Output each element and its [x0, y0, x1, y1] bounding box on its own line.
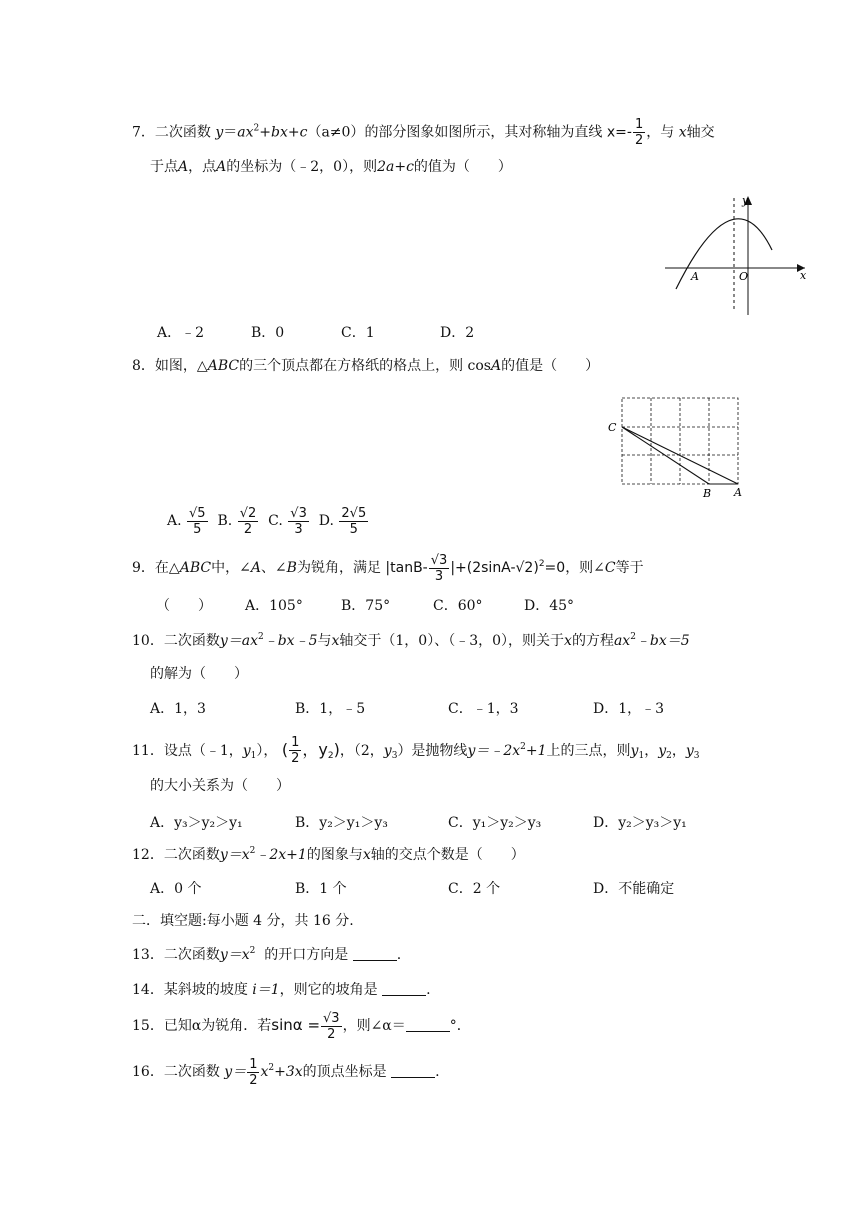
- q8-option-b: B. $\frac{√2}{2}$: [217, 505, 257, 537]
- q10-option-a: A．1，3: [150, 701, 206, 717]
- q8-option-d: D. $\frac{2√5}{5}$: [318, 505, 367, 537]
- q10-line2: 的解为（ ）: [150, 666, 248, 682]
- q7-option-c: C．1: [341, 325, 375, 341]
- q13-answer-blank: [353, 948, 397, 961]
- q12-option-c: C．2 个: [448, 881, 501, 897]
- q11-line1: 11．设点（﹣1，$y_1$）， ( $\frac{1}{2}$ ，$y_2$)，（2，$y_3$）是抛物线$y=﹣2x^2+1$上的三点，则$y_1$，$y_2$，$y_3$: [132, 735, 700, 766]
- q8-line1: 8．如图，△ABC的三个顶点都在方格纸的格点上，则 cosA的值是（ ）: [132, 358, 600, 374]
- q14-line: 14．某斜坡的坡度 i＝1，则它的坡角是 .: [132, 982, 431, 998]
- q12-line1: 12．二次函数$y=x^2﹣2x+1$的图象与x轴的交点个数是（ ）: [132, 846, 525, 863]
- q11-point2: ( $\frac{1}{2}$ ，$y_2$): [281, 735, 340, 766]
- q16-answer-blank: [391, 1065, 435, 1078]
- q11-option-d: D．y₂＞y₃＞y₁: [593, 815, 687, 831]
- q12-option-d: D．不能确定: [593, 881, 675, 897]
- point-a-label: A: [691, 270, 699, 283]
- q9-option-b: B．75°: [341, 598, 391, 614]
- q11-option-c: C．y₁＞y₂＞y₃: [448, 815, 542, 831]
- point-a-label: A: [734, 486, 742, 499]
- q8-options: [167, 503, 369, 539]
- y-label: y: [742, 194, 749, 207]
- q11-option-a: A．y₃＞y₂＞y₁: [150, 815, 243, 831]
- q7-line2: 于点A，点A的坐标为（﹣2，0），则2a+c的值为（ ）: [150, 159, 512, 175]
- section-2-title: 二．填空题:每小题 4 分，共 16 分.: [132, 913, 354, 929]
- x-label: x: [800, 269, 807, 282]
- q7-option-d: D．2: [440, 325, 475, 341]
- q8-option-a: A. $\frac{√5}{5}$: [167, 505, 206, 537]
- q14-answer-blank: [382, 983, 426, 996]
- q9-option-c: C．60°: [433, 598, 483, 614]
- q8-grid-figure: [606, 392, 756, 500]
- q7-parabola-graph: [660, 192, 810, 317]
- q11-line2: 的大小关系为（ ）: [150, 778, 290, 794]
- q10-option-d: D．1，﹣3: [593, 701, 665, 717]
- q9-line1: 9．在△ABC中，∠A、∠B为锐角，满足 |tanB- $\frac{√3}{3}$ $|+(2\sin A-√2)^2=0$，则∠C等于: [132, 552, 644, 584]
- q9-expression: |tanB- $\frac{√3}{3}$ $|+(2\sin A-√2)^2=0$: [385, 552, 566, 584]
- q7-option-a: A．﹣2: [157, 325, 205, 341]
- q7-line1: 7．二次函数 $y=ax^2+bx+c(a\ne 0)$的部分图象如图所示，其对称轴为直线 x=- $\frac{1}{2}$ ，与 x轴交: [132, 117, 715, 148]
- q12-option-a: A．0 个: [150, 881, 202, 897]
- q10-option-c: C．﹣1，3: [448, 701, 519, 717]
- q13-line: 13．二次函数$y=x^2$ 的开口方向是 .: [132, 946, 402, 963]
- q7-option-b: B．0: [251, 325, 285, 341]
- grid-lines: [622, 398, 738, 484]
- q9-option-a: A．105°: [245, 598, 303, 614]
- q8-option-c: C. $\frac{√3}{3}$: [268, 505, 307, 537]
- q15-answer-blank: [406, 1019, 450, 1032]
- q11-option-b: B．y₂＞y₁＞y₃: [295, 815, 388, 831]
- q10-line1: 10．二次函数$y=ax^2﹣bx﹣5$与x轴交于（1，0）、（﹣3，0），则关于x的方程$ax^2﹣bx=5$: [132, 632, 690, 649]
- point-c-label: C: [608, 421, 617, 434]
- q12-option-b: B．1 个: [295, 881, 347, 897]
- q15-line: 15．已知α为锐角．若sinα = $\frac{√3}{2}$ ，则∠α＝ °．: [132, 1010, 471, 1042]
- q9-option-d: D．45°: [524, 598, 575, 614]
- origin-label: O: [739, 270, 749, 283]
- axis-fraction: $\frac{1}{2}$: [634, 117, 644, 148]
- point-b-label: B: [703, 487, 712, 500]
- q9-paren: （ ）: [156, 598, 212, 614]
- q10-option-b: B．1，﹣5: [295, 701, 366, 717]
- q16-line: 16．二次函数 y＝ $\frac{1}{2}$ $x^2+3x$的顶点坐标是 .: [132, 1056, 440, 1088]
